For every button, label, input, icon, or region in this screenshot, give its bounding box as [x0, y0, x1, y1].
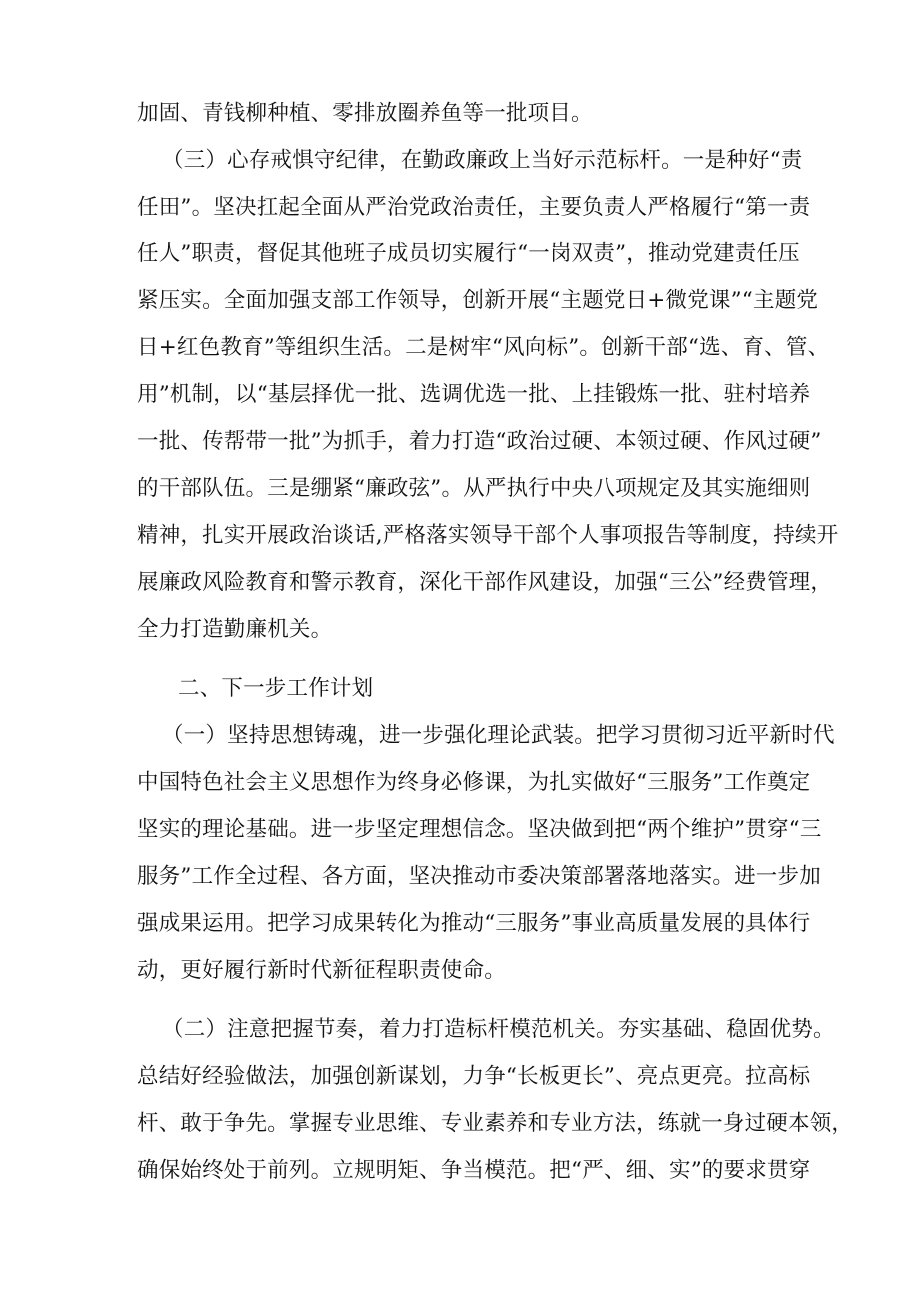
- section-heading: 二、下一步工作计划: [178, 676, 374, 701]
- text-line-14: （一）坚持思想铸魂，进一步强化理论武装。把学习贯彻习近平新时代: [162, 723, 835, 748]
- text-line-3: 任田”。坚决扛起全面从严治党政治责任，主要负责人严格履行“第一责: [137, 195, 811, 220]
- text-line-16: 坚实的理论基础。进一步坚定理想信念。坚决做到把“两个维护”贯穿“三: [137, 817, 822, 842]
- text-line-17: 服务”工作全过程、各方面，坚决推动市委决策部署落地落实。进一步加: [137, 864, 821, 889]
- text-line-1: 加固、青钱柳种植、零排放圈养鱼等一批项目。: [137, 101, 593, 126]
- text-line-4: 任人”职责，督促其他班子成员切实履行“一岗双责”，推动党建责任压: [137, 241, 800, 266]
- text-line-18: 强成果运用。把学习成果转化为推动“三服务”事业高质量发展的具体行: [137, 911, 811, 936]
- text-line-9: 的干部队伍。三是绷紧“廉政弦”。从严执行中央八项规定及其实施细则: [137, 476, 811, 501]
- text-line-5: 紧压实。全面加强支部工作领导，创新开展“主题党日+微党课”“主题党: [137, 288, 819, 313]
- text-line-23: 确保始终处于前列。立规明矩、争当模范。把“严、细、实”的要求贯穿: [137, 1158, 811, 1183]
- text-line-7: 用”机制，以“基层择优一批、选调优选一批、上挂锻炼一批、驻村培养: [137, 382, 811, 407]
- text-line-12: 全力打造勤廉机关。: [137, 617, 333, 642]
- text-line-11: 展廉政风险教育和警示教育，深化干部作风建设，加强“三公”经费管理，: [137, 570, 833, 595]
- text-line-19: 动，更好履行新时代新征程职责使命。: [137, 958, 506, 983]
- text-line-20: （二）注意把握节奏，着力打造标杆模范机关。夯实基础、稳固优势。: [162, 1017, 835, 1042]
- text-line-6: 日+红色教育”等组织生活。二是树牢“风向标”。创新干部“选、育、管、: [137, 335, 830, 360]
- text-line-10: 精神，扎实开展政治谈话,严格落实领导干部个人事项报告等制度，持续开: [137, 523, 839, 548]
- text-line-22: 杆、敢于争先。掌握专业思维、专业素养和专业方法，练就一身过硬本领，: [137, 1111, 854, 1136]
- text-line-8: 一批、传帮带一批”为抓手，着力打造“政治过硬、本领过硬、作风过硬”: [137, 429, 822, 454]
- text-line-21: 总结好经验做法，加强创新谋划，力争“长板更长”、亮点更亮。拉高标: [137, 1064, 811, 1089]
- text-line-2: （三）心存戒惧守纪律，在勤政廉政上当好示范标杆。一是种好“责: [162, 148, 803, 173]
- text-line-15: 中国特色社会主义思想作为终身必修课，为扎实做好“三服务”工作奠定: [137, 770, 811, 795]
